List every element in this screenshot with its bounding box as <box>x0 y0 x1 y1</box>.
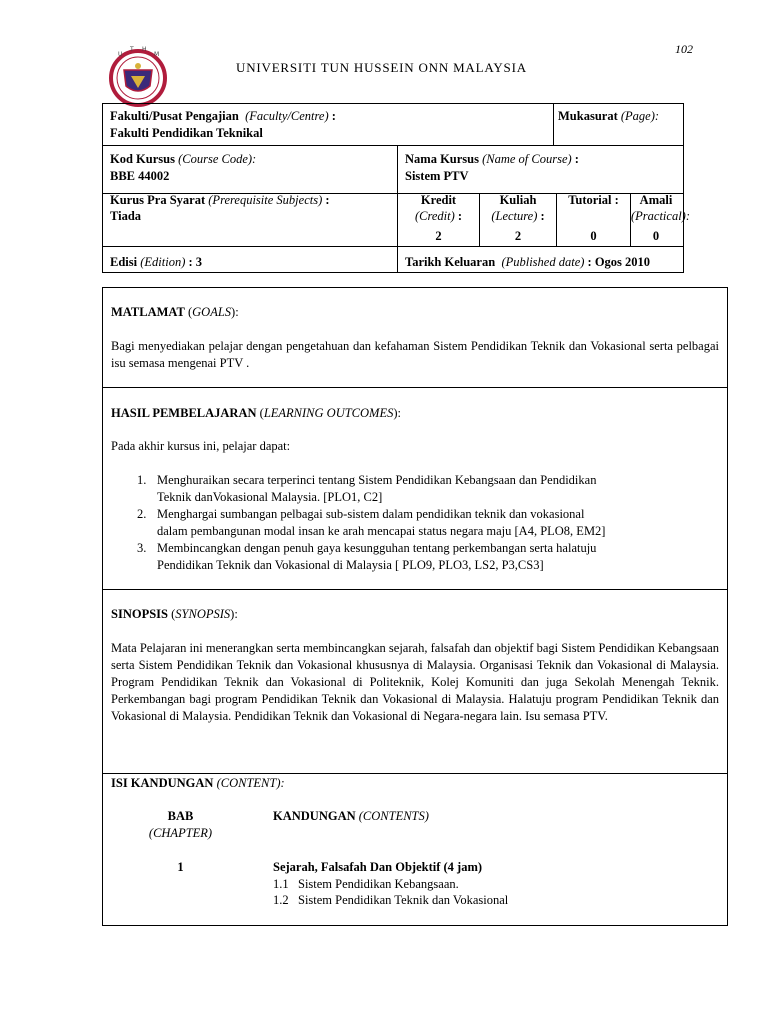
lecture-cell: Kuliah (Lecture) : 2 <box>480 192 556 244</box>
subtopic-1-2: 1.2 Sistem Pendidikan Teknik dan Vokasional <box>273 893 509 907</box>
credit-value: 2 <box>435 229 442 243</box>
logo-letter-u: U <box>118 51 123 58</box>
tutorial-value: 0 <box>590 229 597 243</box>
practical-value: 0 <box>652 229 660 243</box>
credit-cell: Kredit (Credit) : 2 <box>398 192 479 244</box>
synopsis-text: Mata Pelajaran ini menerangkan serta membincangkan sejarah, falsafah dan objektif bagi Sistem Pendidikan Kebangsaan serta Sistem Pendidikan Teknik dan Vokasional khususnya di Malaysia. Organisasi Teknik dan Vokasional di Malaysia. Program Pendidikan Teknik dan Vokasional di Politeknik, Kolej Komuniti dan juga Sekolah Menengah Teknik. Perkembangan bagi program Pendidikan Teknik dan Vokasional di Malaysia. Halatuju program Pendidikan Teknik dan Vokasional di Malaysia. Pendidikan Teknik dan Vokasional di Negara-negara lain. Isu semasa PTV. <box>111 641 719 723</box>
outcomes-intro: Pada akhir kursus ini, pelajar dapat: <box>111 439 291 453</box>
course-name-value: Sistem PTV <box>405 169 469 183</box>
course-info-table <box>102 103 691 273</box>
goals-text: Bagi menyediakan pelajar dengan pengetahuan dan kefahaman Sistem Pendidikan Teknik dan Vokasional serta pelbagai isu semasa mengenai PTV . <box>111 339 719 370</box>
subtopic-1-1: 1.1 Sistem Pendidikan Kebangsaan. <box>273 877 459 891</box>
logo-letter-t: T <box>130 46 134 53</box>
published-date: Tarikh Keluaran (Published date) : Ogos 2010 <box>405 255 651 269</box>
logo-letter-h: H <box>142 46 147 53</box>
tutorial-cell: Tutorial : 0 <box>557 192 630 244</box>
contents-column-header: KANDUNGAN (CONTENTS) <box>273 809 429 823</box>
edition: Edisi (Edition) : 3 <box>110 255 203 269</box>
content-heading: ISI KANDUNGAN (CONTENT): <box>111 776 285 790</box>
page-number: 102 <box>675 42 693 56</box>
practical-cell: Amali (Practical): 0 <box>631 193 691 243</box>
chapter-column-header: BAB (CHAPTER) <box>148 809 213 840</box>
logo-letter-m: M <box>154 51 160 58</box>
prereq-label: Kurus Pra Syarat (Prerequisite Subjects) : <box>110 193 330 207</box>
university-title: UNIVERSITI TUN HUSSEIN ONN MALAYSIA <box>236 60 527 75</box>
faculty-value: Fakulti Pendidikan Teknikal <box>110 126 263 140</box>
course-code-value: BBE 44002 <box>110 169 170 183</box>
page-label: Mukasurat (Page): <box>558 109 660 123</box>
university-logo <box>104 44 172 108</box>
chapter-title: Sejarah, Falsafah Dan Objektif (4 jam) <box>273 860 483 874</box>
synopsis-heading: SINOPSIS (SYNOPSIS): <box>111 607 238 621</box>
course-name-label: Nama Kursus (Name of Course) : <box>405 152 579 166</box>
faculty-label: Fakulti/Pusat Pengajian (Faculty/Centre) : <box>110 109 336 123</box>
prereq-value: Tiada <box>110 209 142 223</box>
outcomes-heading: HASIL PEMBELAJARAN (LEARNING OUTCOMES): <box>111 406 401 420</box>
chapter-number: 1 <box>177 860 184 874</box>
goals-heading: MATLAMAT (GOALS): <box>111 305 239 319</box>
course-code-label: Kod Kursus (Course Code): <box>110 152 257 166</box>
course-content-box: MATLAMAT (GOALS): Bagi menyediakan pelajar dengan pengetahuan dan kefahaman Sistem Pendidikan Teknik dan Vokasional serta pelbagai isu semasa mengenai PTV . HASIL PEMBELAJARAN (LEARNING OUTCOMES): Pada akhir kursus ini, pelajar dapat: 1. Menghuraikan secara terperinci tentang Sistem Pendidikan Kebangsaan dan Pendidikan Teknik danVokasional Malaysia. [PLO1, C2] 2. Menghargai sumbangan pelbagai sub-sistem dalam pendidikan teknik dan vokasional dalam pembangunan modal insan ke arah mencapai status negara maju [A4, PLO8, EM2] 3. Membincangkan dengan penuh gaya kesungguhan tentang perkembangan serta halatuju Pendidikan Teknik dan Vokasional di Malaysia [ PLO9, PLO3, LS2, P3,CS3] SINOPSIS (SYNOPSIS): Mata Pelajaran ini menerangkan serta membincangkan sejarah, falsafah dan objektif bagi Sistem Pendidikan Kebangsaan serta Sistem Pendidikan Teknik dan Vokasional khususnya di Malaysia. Organisasi Teknik dan Vokasional di Malaysia. Program Pendidikan Teknik dan Vokasional di Politeknik, Kolej Komuniti dan juga Sekolah Menengah Teknik. Perkembangan bagi program Pendidikan Teknik dan Vokasional di Malaysia. Halatuju program Pendidikan Teknik dan Vokasional di Malaysia. Pendidikan Teknik dan Vokasional di Negara-negara lain. Isu semasa PTV. ISI KANDUNGAN (CONTENT): BAB (CHAPTER) KANDUNGAN (CONTENTS) 1 Sejarah, Falsafah Dan Objektif (4 jam) 1.1 Sistem Pendidikan Kebangsaan. 1.2 Sistem Pendidikan Teknik dan Vokasional <box>102 287 728 926</box>
lecture-value: 2 <box>514 229 522 243</box>
